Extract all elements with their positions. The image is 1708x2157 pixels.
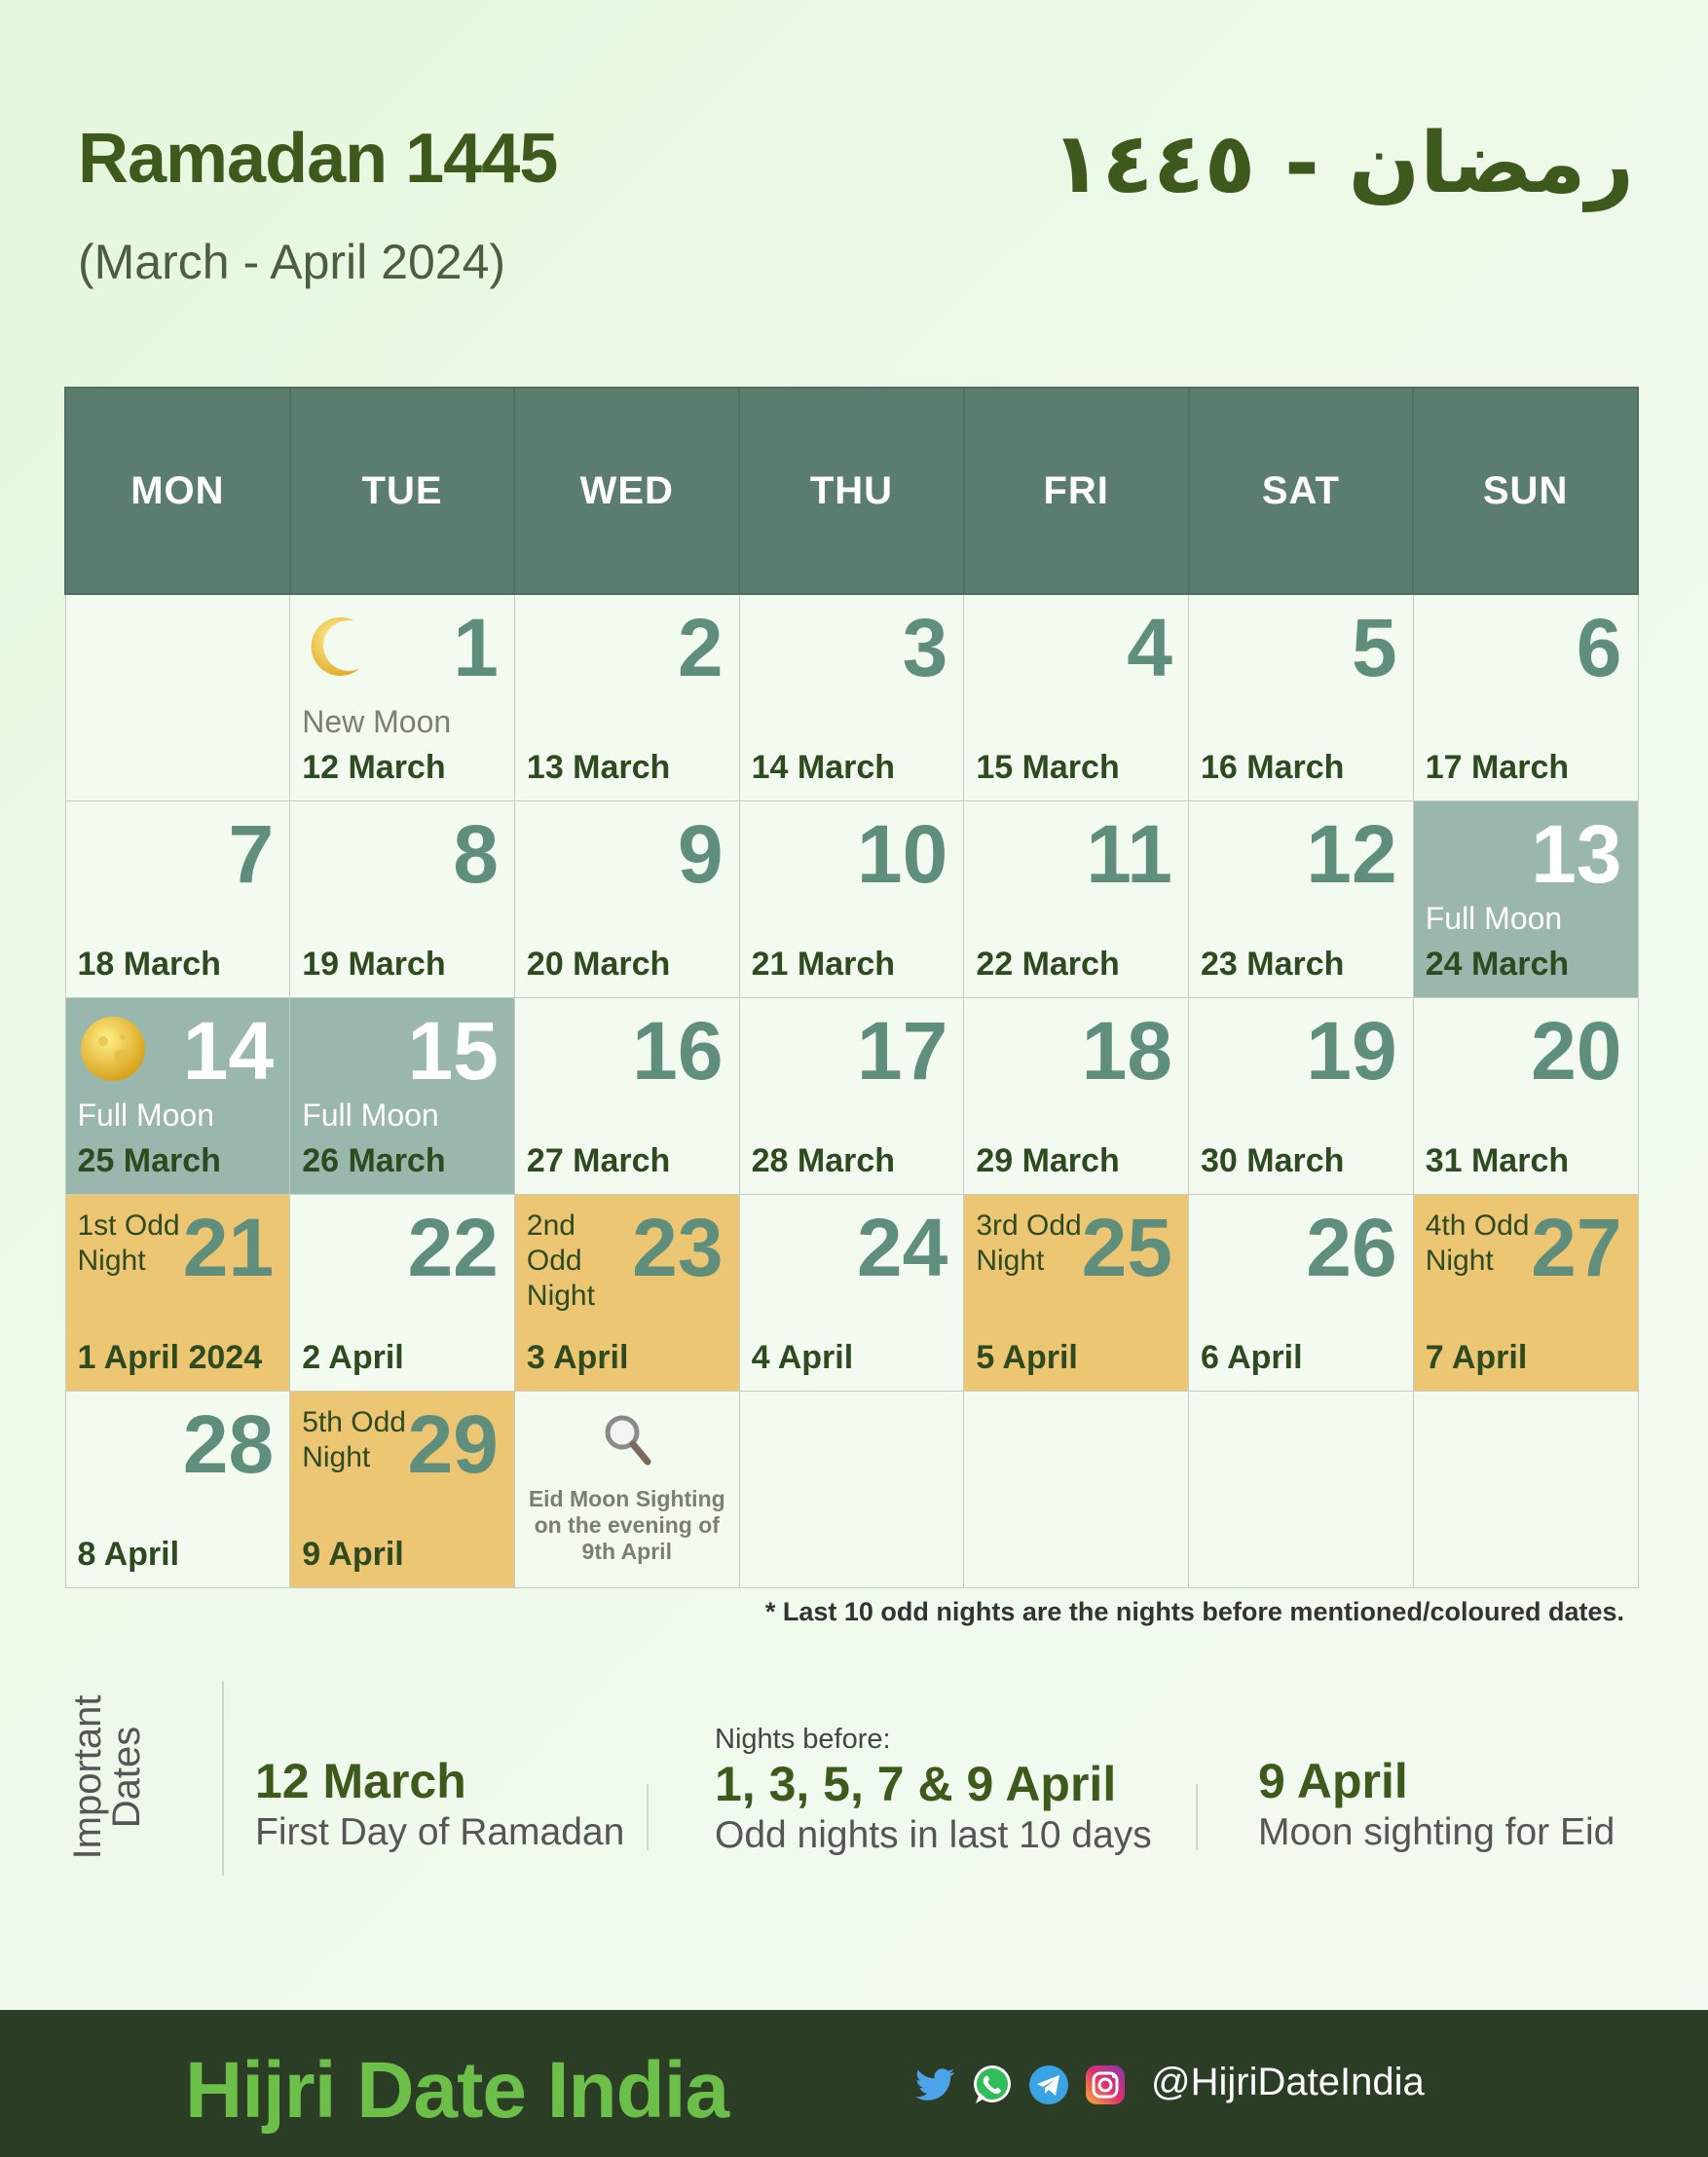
- weekday-tue: TUE: [290, 388, 515, 594]
- day-cell: [964, 997, 1189, 1194]
- day-cell: [65, 800, 290, 997]
- day-cell: [290, 800, 515, 997]
- hijri-day-number: 7: [228, 807, 275, 900]
- day-cell-empty: [739, 1391, 964, 1587]
- day-cell-odd-night: [65, 1194, 290, 1391]
- gregorian-date: 26 March: [302, 1141, 446, 1179]
- moon-phase-note: Full Moon: [302, 1097, 439, 1133]
- important-date-prefix: Nights before:: [715, 1724, 891, 1755]
- whatsapp-icon[interactable]: [970, 2063, 1015, 2107]
- moon-phase-note: Full Moon: [1425, 900, 1563, 936]
- day-cell: [739, 800, 964, 997]
- day-cell: [739, 1194, 964, 1391]
- gregorian-date: 12 March: [302, 748, 446, 786]
- day-cell: [514, 800, 739, 997]
- separator: [647, 1784, 649, 1850]
- day-cell: [1189, 800, 1414, 997]
- day-cell: [739, 997, 964, 1194]
- hijri-day-number: 15: [407, 1004, 499, 1097]
- gregorian-date: 29 March: [976, 1141, 1120, 1179]
- weekday-mon: MON: [65, 388, 290, 594]
- hijri-day-number: 5: [1352, 602, 1397, 693]
- hijri-day-number: 18: [1081, 1004, 1173, 1097]
- hijri-day-number: 27: [1531, 1201, 1622, 1293]
- day-cell-empty: [1189, 1391, 1414, 1587]
- hijri-day-number: 3: [902, 602, 948, 693]
- page-title: Ramadan 1445: [78, 120, 558, 198]
- gregorian-date: 30 March: [1201, 1141, 1345, 1179]
- gregorian-date: 24 March: [1425, 945, 1570, 983]
- hijri-day-number: 23: [632, 1201, 724, 1293]
- gregorian-date: 13 March: [526, 748, 671, 786]
- hijri-day-number: 22: [407, 1201, 499, 1293]
- social-icons: [913, 2063, 1128, 2107]
- arabic-title: رمضان - ١٤٤٥: [1051, 115, 1634, 212]
- weekday-fri: FRI: [964, 388, 1189, 594]
- day-cell-odd-night: [964, 1194, 1189, 1391]
- day-cell: [514, 997, 739, 1194]
- week-row: [65, 800, 1638, 997]
- important-dates-divider: [222, 1681, 224, 1876]
- gregorian-date: 5 April: [976, 1338, 1078, 1376]
- hijri-day-number: 26: [1306, 1201, 1397, 1293]
- day-cell: [1413, 594, 1638, 800]
- hijri-day-number: 20: [1531, 1004, 1622, 1097]
- separator: [1196, 1784, 1198, 1850]
- gregorian-date: 25 March: [77, 1141, 221, 1179]
- day-cell: [290, 594, 515, 800]
- magnifier-icon: [601, 1411, 653, 1468]
- hijri-day-number: 24: [856, 1201, 948, 1293]
- gregorian-date: 20 March: [526, 945, 671, 983]
- hijri-day-number: 13: [1531, 807, 1622, 900]
- important-date-description: First Day of Ramadan: [255, 1811, 625, 1853]
- full-moon-icon: [78, 1014, 148, 1084]
- moon-phase-note: New Moon: [302, 703, 452, 739]
- odd-night-label: 3rd Odd Night: [976, 1209, 1082, 1277]
- important-date-description: Moon sighting for Eid: [1258, 1811, 1615, 1853]
- telegram-icon[interactable]: [1026, 2063, 1071, 2107]
- day-cell: [964, 800, 1189, 997]
- ramadan-calendar: [64, 387, 1639, 1588]
- day-cell: [514, 594, 739, 800]
- gregorian-date: 8 April: [77, 1535, 180, 1573]
- footer-bar: [0, 2010, 1708, 2157]
- day-cell: [65, 1391, 290, 1587]
- week-row: [65, 997, 1638, 1194]
- hijri-day-number: 16: [632, 1004, 724, 1097]
- hijri-day-number: 1: [453, 602, 499, 693]
- gregorian-date: 23 March: [1201, 945, 1345, 983]
- hijri-day-number: 10: [856, 807, 948, 900]
- footnote: * Last 10 odd nights are the nights before mentioned/coloured dates.: [764, 1597, 1624, 1626]
- instagram-icon[interactable]: [1083, 2063, 1128, 2107]
- hijri-day-number: 9: [677, 807, 724, 900]
- weekday-wed: WED: [514, 388, 739, 594]
- important-date-description: Odd nights in last 10 days: [715, 1814, 1152, 1856]
- hijri-day-number: 28: [182, 1397, 275, 1490]
- hijri-day-number: 21: [182, 1201, 275, 1293]
- social-handle[interactable]: @HijriDateIndia: [1151, 2061, 1425, 2103]
- week-row: [65, 1391, 1638, 1587]
- hijri-day-number: 6: [1576, 602, 1622, 693]
- hijri-day-number: 19: [1306, 1004, 1397, 1097]
- hijri-day-number: 25: [1081, 1201, 1173, 1293]
- week-row: [65, 1194, 1638, 1391]
- weekday-sun: SUN: [1413, 388, 1638, 594]
- weekday-sat: SAT: [1189, 388, 1414, 594]
- gregorian-date: 6 April: [1201, 1338, 1303, 1376]
- important-date-item: [715, 1724, 1152, 1857]
- gregorian-date: 17 March: [1425, 748, 1570, 786]
- gregorian-date: 19 March: [302, 945, 446, 983]
- important-dates-label: Important Dates: [66, 1694, 148, 1860]
- day-cell: [1189, 1194, 1414, 1391]
- gregorian-date: 28 March: [751, 1141, 896, 1179]
- hijri-day-number: 11: [1086, 807, 1173, 900]
- gregorian-date: 31 March: [1425, 1141, 1570, 1179]
- important-date-item: [1258, 1753, 1615, 1854]
- gregorian-date: 4 April: [751, 1338, 854, 1376]
- gregorian-date: 7 April: [1425, 1338, 1528, 1376]
- weekday-thu: THU: [739, 388, 964, 594]
- day-cell-odd-night: [1413, 1194, 1638, 1391]
- day-cell: [1413, 997, 1638, 1194]
- gregorian-date: 2 April: [302, 1338, 404, 1376]
- day-cell-odd-night: [514, 1194, 739, 1391]
- gregorian-date: 3 April: [526, 1338, 629, 1376]
- day-cell-odd-night: [290, 1391, 515, 1587]
- eid-moon-sighting-note: Eid Moon Sighting on the evening of 9th April: [528, 1485, 725, 1564]
- day-cell-empty: [1413, 1391, 1638, 1587]
- moon-phase-note: Full Moon: [77, 1097, 214, 1133]
- brand-name: Hijri Date India: [185, 2046, 729, 2135]
- day-cell: [1189, 997, 1414, 1194]
- hijri-day-number: 14: [182, 1004, 275, 1097]
- gregorian-date: 1 April 2024: [77, 1338, 263, 1376]
- odd-night-label: 2nd Odd Night: [526, 1209, 595, 1312]
- week-row: [65, 594, 1638, 800]
- day-cell: [1189, 594, 1414, 800]
- day-cell: [290, 1194, 515, 1391]
- weekday-header-row: [65, 388, 1638, 594]
- twitter-icon[interactable]: [913, 2063, 958, 2107]
- day-cell: [964, 594, 1189, 800]
- day-cell: [739, 594, 964, 800]
- hijri-day-number: 4: [1127, 602, 1173, 693]
- day-cell-full-moon: [1413, 800, 1638, 997]
- gregorian-date: 14 March: [751, 748, 896, 786]
- gregorian-date: 18 March: [77, 945, 221, 983]
- hijri-day-number: 2: [677, 602, 724, 693]
- gregorian-date: 27 March: [526, 1141, 671, 1179]
- odd-night-label: 4th Odd Night: [1425, 1209, 1530, 1277]
- page-subtitle: (March - April 2024): [78, 235, 506, 289]
- odd-night-label: 1st Odd Night: [77, 1209, 180, 1277]
- important-date-value: 1, 3, 5, 7 & 9 April: [715, 1757, 1117, 1811]
- crescent-moon-icon: [302, 611, 372, 681]
- eid-moon-sighting-cell: [514, 1391, 739, 1587]
- important-date-item: [255, 1753, 624, 1854]
- gregorian-date: 16 March: [1201, 748, 1345, 786]
- important-date-value: 9 April: [1258, 1754, 1408, 1808]
- gregorian-date: 9 April: [302, 1535, 404, 1573]
- hijri-day-number: 8: [453, 807, 499, 900]
- gregorian-date: 15 March: [976, 748, 1120, 786]
- important-date-value: 12 March: [255, 1754, 466, 1808]
- hijri-day-number: 12: [1306, 807, 1397, 900]
- gregorian-date: 22 March: [976, 945, 1120, 983]
- gregorian-date: 21 March: [751, 945, 896, 983]
- day-cell-full-moon: [65, 997, 290, 1194]
- hijri-day-number: 29: [407, 1397, 499, 1490]
- odd-night-label: 5th Odd Night: [302, 1405, 406, 1473]
- day-cell-empty: [65, 594, 290, 800]
- day-cell-full-moon: [290, 997, 515, 1194]
- day-cell-empty: [964, 1391, 1189, 1587]
- hijri-day-number: 17: [856, 1004, 948, 1097]
